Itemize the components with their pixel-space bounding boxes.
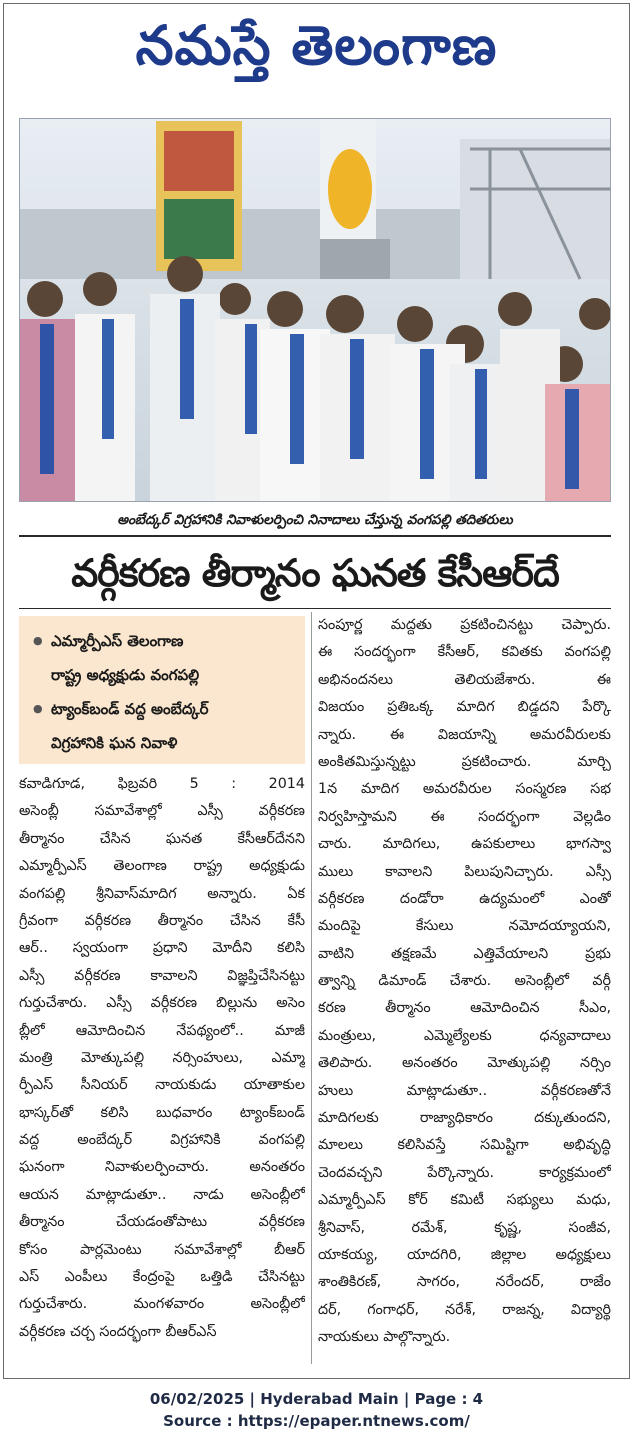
highlight-line: ● ట్యాంక్‌బండ్ వద్ద అంబేద్కర్ bbox=[51, 700, 209, 718]
article-line: త్వాన్ని డిమాండ్ చేశారు. అసెంబ్లీలో వర్గీ bbox=[318, 973, 611, 990]
article-line: ఎస్ ఎంపీలు కేంద్రంపై ఒత్తిడి చేసినట్టు bbox=[19, 1269, 305, 1286]
article-line: కోసం పార్లమెంటు సమావేశాల్లో బీఆర్ bbox=[19, 1241, 305, 1258]
article-line: ఎమ్మార్పీఎస్ కోర్ కమిటీ సభ్యులు మధు, bbox=[318, 1192, 611, 1209]
article-line: సంపూర్ణ మద్దతు ప్రకటించినట్టు చెప్పారు. bbox=[318, 617, 611, 633]
headline: వర్గీకరణ తీర్మానం ఘనత కేసీఆర్‌దే bbox=[71, 551, 559, 595]
highlights-box bbox=[19, 616, 305, 764]
masthead bbox=[0, 0, 633, 92]
article-line: ఎస్సీ వర్గీకరణ కావాలని విజ్ఞప్తిచేసినట్టు bbox=[19, 967, 305, 984]
article-column-right bbox=[318, 612, 611, 1352]
article-line: శాంతికిరణ్, సాగరం, నరేందర్, రాజేం bbox=[318, 1274, 611, 1291]
footer-edition-info: 06/02/2025 | Hyderabad Main | Page : 4 bbox=[149, 1390, 484, 1408]
article-line: ములు కావాలని పిలుపునిచ్చారు. ఎస్సీ bbox=[318, 863, 611, 880]
article-line: వద్ద అంబేద్కర్ విగ్రహానికి వంగపల్లి bbox=[19, 1132, 305, 1149]
article-line: వర్గీకరణ చర్చ సందర్భంగా బీఆర్‌ఎస్ bbox=[19, 1323, 217, 1340]
article-line: తెలిపారు. అనంతరం మోత్కుపల్లి నర్సిం bbox=[318, 1055, 611, 1072]
article-line: దర్, గంగాధర్, నరేశ్, రాజన్న, విద్యార్థి bbox=[318, 1301, 611, 1318]
article-line: భాస్కర్‌తో కలిసి బుధవారం ట్యాంక్‌బండ్ bbox=[19, 1104, 305, 1121]
news-photo bbox=[19, 118, 611, 502]
article-line: కవాడిగూడ, ఫిబ్రవరి 5 : 2014 bbox=[19, 776, 305, 792]
article-line: మాలలు కలిసివస్తే సమిష్టిగా అభివృద్ధి bbox=[318, 1137, 611, 1154]
article-line: తీర్మానం చేసిన ఘనత కేసీఆర్‌దేనని bbox=[19, 830, 305, 847]
article-line: ఆయన మాట్లాడుతూ.. నాడు అసెంబ్లీలో bbox=[19, 1186, 305, 1203]
article-line: ఈ సందర్భంగా కేసీఆర్, కవితకు వంగపల్లి bbox=[318, 644, 611, 661]
newspaper-logo: నమస్తే తెలంగాణ bbox=[135, 14, 498, 77]
highlight-item bbox=[33, 692, 297, 760]
highlight-line: విగ్రహానికి ఘన నివాళి bbox=[51, 734, 178, 752]
highlight-item bbox=[33, 624, 297, 692]
article-line: మాదిగలకు రాజ్యాధికారం దక్కుతుందని, bbox=[318, 1110, 611, 1127]
article-line: అసెంబ్లీ సమావేశాల్లో ఎస్సీ వర్గీకరణ bbox=[19, 803, 305, 820]
photo-icon bbox=[20, 119, 611, 502]
article-line: చారు. మాదిగలు, ఉపకులాలు భాగస్వా bbox=[318, 836, 611, 853]
article-line: ఎమ్మార్పీఎస్ తెలంగాణ రాష్ట్ర అధ్యక్షుడు bbox=[19, 858, 305, 875]
article-line: మందిపై కేసులు నమోదయ్యాయని, bbox=[318, 918, 611, 935]
footer-source: Source : https://epaper.ntnews.com/ bbox=[163, 1412, 470, 1430]
article-line: గుర్తుచేశారు. మంగళవారం అసెంబ్లీలో bbox=[19, 1296, 305, 1313]
article-line: విజయం ప్రతిఒక్క మాదిగ బిడ్డదని పేర్కొ bbox=[318, 699, 611, 716]
highlight-line: రాష్ట్ర అధ్యక్షుడు వంగపల్లి bbox=[51, 666, 200, 684]
article-line: 1న మాదిగ అమరవీరుల సంస్మరణ సభ bbox=[318, 781, 611, 798]
photo-caption: అంబేద్కర్ విగ్రహానికి నివాళులర్పించి నినాదాలు చేస్తున్న వంగపల్లి తదితరులు bbox=[117, 512, 513, 528]
article-line: అభినందనలు తెలియజేశారు. ఈ bbox=[318, 671, 611, 688]
article-line: ర్పీఎస్ సీనియర్ నాయకుడు యాతాకుల bbox=[19, 1077, 305, 1094]
article-line: బ్లీలో ఆమోదించిన నేపథ్యంలో.. మాజీ bbox=[19, 1022, 305, 1039]
article-line: మంత్రులు, ఎమ్మెల్యేలకు ధన్యవాదాలు bbox=[318, 1027, 611, 1044]
article-line: నాయకులు పాల్గొన్నారు. bbox=[318, 1329, 451, 1346]
article-line: అంకితమిస్తున్నట్టు ప్రకటించారు. మార్చి bbox=[318, 753, 611, 770]
article-line: వర్గీకరణ దండోరా ఉద్యమంలో ఎంతో bbox=[318, 890, 611, 907]
article-line: ఆర్.. స్వయంగా ప్రధాని మోదీని కలిసి bbox=[19, 940, 305, 957]
article-line: ఘనంగా నివాళులర్పించారు. అనంతరం bbox=[19, 1159, 305, 1176]
article-line: వంగపల్లి శ్రీనివాస్‌మాదిగ అన్నారు. ఏక bbox=[19, 885, 305, 902]
article-line: న్నారు. ఈ విజయాన్ని అమరవీరులకు bbox=[318, 726, 611, 743]
article-line: చెందవచ్చని పేర్కొన్నారు. కార్యక్రమంలో bbox=[318, 1164, 611, 1181]
article-line: గ్రీవంగా వర్గీకరణ తీర్మానం చేసిన కేసీ bbox=[19, 912, 305, 929]
article-column-left bbox=[19, 771, 305, 1346]
article-line: హులు మాట్లాడుతూ.. వర్గీకరణతోనే bbox=[318, 1082, 611, 1099]
article-line: కరణ తీర్మానం ఆమోదించిన సీఎం, bbox=[318, 1000, 611, 1017]
article-line: నిర్వహిస్తామని ఈ సందర్భంగా వెల్లడిం bbox=[318, 808, 611, 825]
article-line: గుర్తుచేశారు. ఎస్సీ వర్గీకరణ బిల్లును అసెం bbox=[19, 995, 305, 1012]
footer bbox=[0, 1388, 633, 1432]
article-line: శ్రీనివాస్, రమేశ్, కృష్ణ, సంజీవ, bbox=[318, 1219, 611, 1236]
article-line: వాటిని తక్షణమే ఎత్తివేయాలని ప్రభు bbox=[318, 945, 611, 962]
headline-rule-top bbox=[19, 535, 611, 537]
column-divider bbox=[311, 612, 312, 1364]
highlight-line: ● ఎమ్మార్పీఎస్ తెలంగాణ bbox=[51, 632, 184, 650]
article-line: తీర్మానం చేయడంతోపాటు వర్గీకరణ bbox=[19, 1214, 305, 1231]
article-line: యాకయ్య, యాదగిరి, జిల్లాల అధ్యక్షులు bbox=[318, 1246, 611, 1263]
headline-rule-bottom bbox=[19, 608, 611, 609]
article-line: మంత్రి మోత్కుపల్లి నర్సింహులు, ఎమ్మా bbox=[19, 1049, 305, 1066]
